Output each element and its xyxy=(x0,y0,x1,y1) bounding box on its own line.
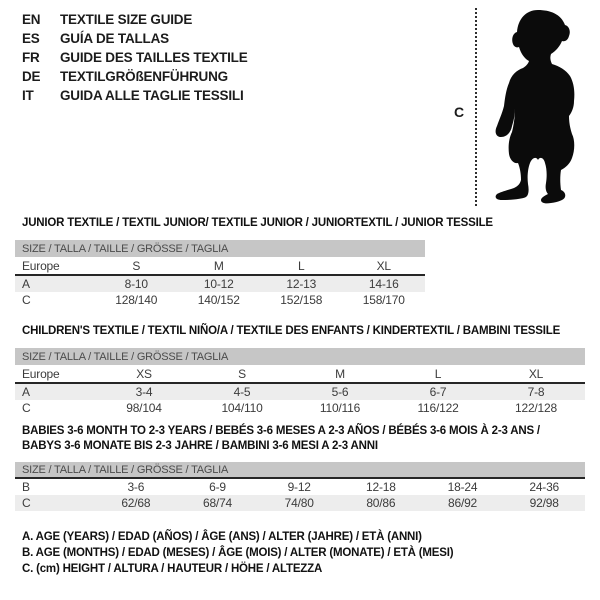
language-code: ES xyxy=(22,31,40,46)
table-cell: 62/68 xyxy=(121,496,151,510)
figure-area xyxy=(440,0,600,215)
junior-table-section xyxy=(15,216,493,308)
row-label: A xyxy=(22,385,30,399)
table-cell: 158/170 xyxy=(362,293,405,307)
size-column-header: M xyxy=(335,366,345,381)
childrens-table-section xyxy=(15,324,585,416)
size-column-header: XS xyxy=(136,366,152,381)
table-cell: 8-10 xyxy=(124,277,148,291)
region-label: Europe xyxy=(22,258,60,273)
table-column-header-row xyxy=(15,257,425,276)
height-measure-label: C xyxy=(454,104,464,120)
size-header-bar: SIZE / TALLA / TAILLE / GRÖSSE / TAGLIA xyxy=(15,348,585,365)
row-label: A xyxy=(22,277,30,291)
legend-notes xyxy=(22,529,453,577)
row-label: B xyxy=(22,480,30,494)
table-cell: 3-4 xyxy=(135,385,153,399)
language-row xyxy=(22,48,248,67)
size-table xyxy=(15,462,585,511)
baby-silhouette-icon xyxy=(484,8,584,208)
size-column-header: S xyxy=(132,258,141,273)
language-code: EN xyxy=(22,12,41,27)
table-title-line: JUNIOR TEXTILE / TEXTIL JUNIOR/ TEXTILE JUNIOR / JUNIORTEXTIL / JUNIOR TESSILE xyxy=(22,217,493,229)
size-table xyxy=(15,240,425,308)
legend-note: C. (cm) HEIGHT / ALTURA / HAUTEUR / HÖHE / ALTEZZA xyxy=(22,563,323,575)
language-code: FR xyxy=(22,50,40,65)
size-column-header: L xyxy=(434,366,442,381)
language-title: TEXTILGRÖßENFÜHRUNG xyxy=(60,69,228,84)
table-row xyxy=(15,495,585,511)
language-title: GUIDE DES TAILLES TEXTILE xyxy=(60,50,248,65)
language-list xyxy=(22,10,248,105)
table-cell: 14-16 xyxy=(368,277,399,291)
region-label: Europe xyxy=(22,366,60,381)
table-column-header-row xyxy=(15,365,585,384)
height-measure-dotted-line xyxy=(475,8,477,206)
size-column-header: XL xyxy=(528,366,544,381)
size-column-header: XL xyxy=(376,258,391,273)
table-cell: 74/80 xyxy=(284,496,314,510)
language-row xyxy=(22,29,248,48)
table-cell: 12-13 xyxy=(286,277,317,291)
table-cell: 6-7 xyxy=(429,385,447,399)
table-cell: 4-5 xyxy=(233,385,251,399)
size-header-bar: SIZE / TALLA / TAILLE / GRÖSSE / TAGLIA xyxy=(15,240,425,257)
language-code: DE xyxy=(22,69,41,84)
table-row xyxy=(15,384,585,400)
row-label: C xyxy=(22,401,31,415)
table-cell: 24-36 xyxy=(529,480,560,494)
table-title xyxy=(22,216,493,231)
table-cell: 10-12 xyxy=(203,277,234,291)
table-row xyxy=(15,276,425,292)
table-row xyxy=(15,292,425,308)
language-title: TEXTILE SIZE GUIDE xyxy=(60,12,193,27)
table-cell: 104/110 xyxy=(221,401,263,415)
language-row xyxy=(22,86,248,105)
row-label: C xyxy=(22,293,31,307)
table-cell: 122/128 xyxy=(515,401,557,415)
table-cell: 9-12 xyxy=(287,480,311,494)
table-cell: 68/74 xyxy=(202,496,233,510)
table-title xyxy=(22,324,585,339)
legend-note: A. AGE (YEARS) / EDAD (AÑOS) / ÂGE (ANS) / ALTER (JAHRE) / ETÀ (ANNI) xyxy=(22,531,422,543)
table-cell: 140/152 xyxy=(197,293,240,307)
table-row xyxy=(15,479,585,495)
size-column-header: S xyxy=(238,366,246,381)
table-cell: 12-18 xyxy=(366,480,396,494)
size-header-bar: SIZE / TALLA / TAILLE / GRÖSSE / TAGLIA xyxy=(15,462,585,479)
legend-note: B. AGE (MONTHS) / EDAD (MESES) / ÂGE (MOIS) / ALTER (MONATE) / ETÀ (MESI) xyxy=(22,547,454,559)
table-cell: 86/92 xyxy=(448,496,478,510)
table-cell: 128/140 xyxy=(115,293,158,307)
table-row xyxy=(15,400,585,416)
language-title: GUÍA DE TALLAS xyxy=(60,31,169,46)
table-cell: 18-24 xyxy=(447,480,478,494)
size-table xyxy=(15,348,585,416)
language-title: GUIDA ALLE TAGLIE TESSILI xyxy=(60,88,244,103)
babies-table-section xyxy=(15,424,585,511)
table-cell: 5-6 xyxy=(331,385,349,399)
table-cell: 116/122 xyxy=(417,401,459,415)
language-row xyxy=(22,10,248,29)
table-cell: 98/104 xyxy=(126,401,162,415)
table-cell: 92/98 xyxy=(529,496,559,510)
table-title-line: BABYS 3-6 MONATE BIS 2-3 JAHRE / BAMBINI 3-6 MESI A 2-3 ANNI xyxy=(22,440,378,452)
row-label: C xyxy=(22,496,31,510)
table-cell: 7-8 xyxy=(527,385,545,399)
table-cell: 6-9 xyxy=(209,480,226,494)
size-column-header: M xyxy=(213,258,224,273)
language-code: IT xyxy=(22,88,34,103)
table-title-line: CHILDREN'S TEXTILE / TEXTIL NIÑO/A / TEXTILE DES ENFANTS / KINDERTEXTIL / BAMBINI TESSILE xyxy=(22,325,561,337)
table-title-line: BABIES 3-6 MONTH TO 2-3 YEARS / BEBÉS 3-6 MESES A 2-3 AÑOS / BÉBÉS 3-6 MOIS À 2-3 ANS / xyxy=(22,425,540,437)
language-row xyxy=(22,67,248,86)
table-title xyxy=(22,424,585,454)
table-cell: 80/86 xyxy=(366,496,396,510)
size-column-header: L xyxy=(298,258,305,273)
table-cell: 152/158 xyxy=(280,293,323,307)
table-cell: 3-6 xyxy=(127,480,145,494)
table-cell: 110/116 xyxy=(319,401,361,415)
